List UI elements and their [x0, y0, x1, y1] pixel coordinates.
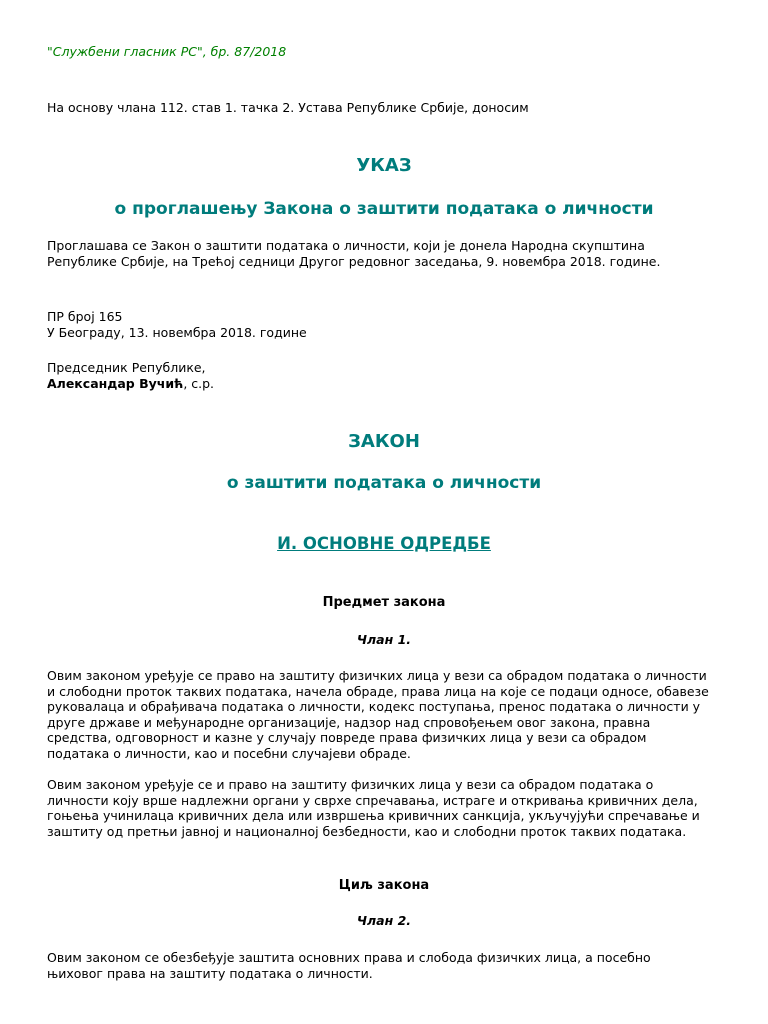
article-1-label: Члан 1.: [356, 632, 412, 647]
paragraph-line: средства, одговорност и казне у случају повреде права физичких лица у вези са обрадом: [47, 730, 647, 745]
decree-registry: [47, 309, 307, 340]
decree-place-date: У Београду, 13. новембра 2018. године: [47, 324, 307, 340]
paragraph-line: гоњења учинилаца кривичних дела или извршења кривичних санкција, укључујући спречавање и: [47, 808, 700, 823]
decree-body-line: Проглашава се Закон о заштити података о личности, који је донела Народна скупштина: [47, 238, 645, 253]
section-heading-link[interactable]: И. ОСНОВНЕ ОДРЕДБЕ: [277, 534, 491, 553]
decree-subtitle: о проглашењу Закона о заштити података о личности: [114, 199, 654, 219]
paragraph-line: руковалаца и обрађивача података о личности, кодекс поступања, пренос података о личности у: [47, 699, 701, 714]
decree-title: УКАЗ: [356, 155, 412, 176]
paragraph-line: личности коју врше надлежни органи у сврхе спречавања, истраге и откривања кривичних дела,: [47, 792, 698, 808]
signatory-suffix: , с.р.: [183, 375, 215, 391]
decree-number: ПР број 165: [47, 309, 123, 324]
signatory-name: Александар Вучић: [47, 375, 184, 391]
subject-heading: Предмет закона: [322, 595, 446, 610]
article-2-paragraph: [47, 950, 651, 981]
gazette-reference: "Службени гласник РС", бр. 87/2018: [47, 44, 287, 59]
paragraph-line: друге државе и међународне организације, надзор над спровођењем овог закона, правна: [47, 714, 651, 730]
signatory-line: [47, 376, 214, 392]
purpose-heading: Циљ закона: [338, 878, 430, 893]
paragraph-line: Овим законом уређује се право на заштиту физичких лица у вези са обрадом података о личности: [47, 668, 707, 683]
article-2-label: Члан 2.: [356, 913, 412, 928]
law-title: ЗАКОН: [348, 431, 420, 452]
paragraph-line: њиховог права на заштиту података о личности.: [47, 965, 373, 981]
paragraph-line: заштиту од претњи јавној и националној безбедности, као и слободни проток таквих података.: [47, 823, 687, 839]
decree-signature: [47, 360, 214, 391]
paragraph-line: Овим законом уређује се и право на заштиту физичких лица у вези са обрадом података о: [47, 777, 654, 792]
constitutional-basis: На основу члана 112. став 1. тачка 2. Устава Републике Србије, доносим: [47, 100, 529, 115]
paragraph-line: података о личности, као и посебни случајеви обраде.: [47, 745, 411, 761]
decree-body-line: Републике Србије, на Трећој седници Другог редовног заседања, 9. новембра 2018. године.: [47, 253, 661, 269]
signatory-title: Председник Републике,: [47, 360, 206, 375]
paragraph-line: и слободни проток таквих података, начела обраде, права лица на које се подаци односе, обавезе: [47, 683, 709, 699]
decree-body: [47, 238, 660, 269]
paragraph-line: Овим законом се обезбеђује заштита основних права и слобода физичких лица, а посебно: [47, 950, 651, 965]
article-1-paragraph-2: [47, 777, 700, 839]
article-1-paragraph-1: [47, 668, 709, 761]
law-subtitle: о заштити података о личности: [226, 473, 542, 493]
